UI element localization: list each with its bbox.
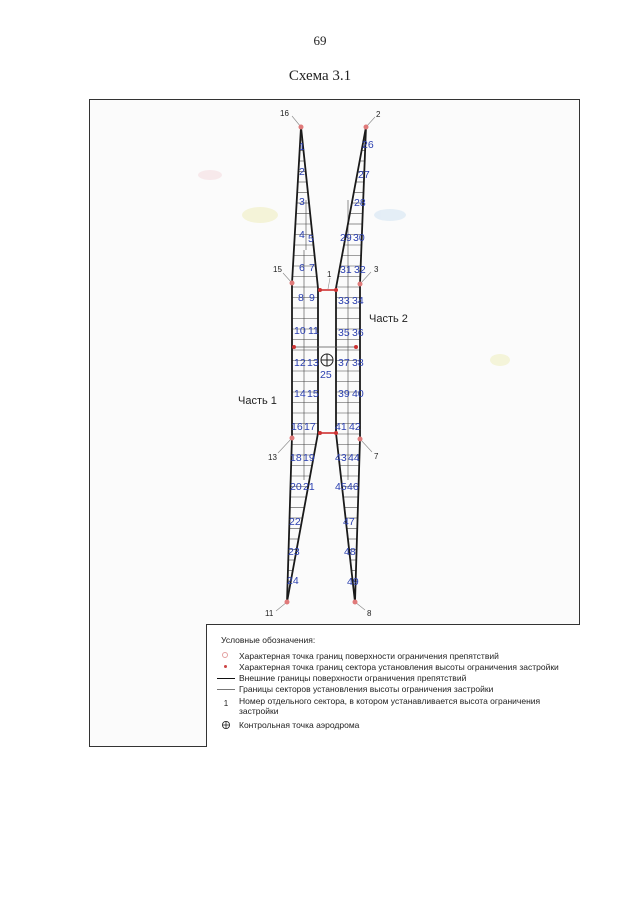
sector-number: 15: [307, 388, 319, 400]
boundary-point: [318, 270, 338, 292]
sector-number: 48: [344, 546, 356, 558]
sector-number: 28: [354, 197, 366, 209]
sector-number: 16: [291, 421, 303, 433]
sector-number: 7: [309, 262, 315, 274]
boundary-point-label: 13: [268, 453, 277, 462]
sector-number: 39: [338, 388, 350, 400]
boundary-point-label: 2: [376, 110, 381, 119]
ring-icon: [222, 652, 228, 658]
sector-number: 32: [354, 264, 366, 276]
scheme-title: Схема 3.1: [288, 68, 352, 84]
sector-number: 33: [338, 295, 350, 307]
sector-number: 4: [299, 229, 305, 241]
legend-text: Контрольная точка аэродрома: [239, 720, 360, 730]
boundary-point: [273, 265, 295, 286]
thin-line-icon: [217, 689, 235, 690]
sector-number: 38: [352, 357, 364, 369]
sector-number: 29: [340, 232, 352, 244]
legend-text: Характерная точка границ поверхности ограничения препятствий: [239, 651, 499, 661]
sector-number: 37: [338, 357, 350, 369]
sector-number: 18: [290, 452, 302, 464]
legend: [206, 624, 580, 747]
sector-number: 11: [308, 325, 319, 337]
sector-number: 21: [303, 481, 315, 493]
sector-labels: [287, 139, 374, 588]
sector-number: 8: [298, 292, 304, 304]
sector-number: 25: [320, 369, 332, 381]
legend-text: Внешние границы поверхности ограничения препятствий: [239, 673, 467, 683]
sector-number: 40: [352, 388, 364, 400]
legend-text: Границы секторов установления высоты ограничения застройки: [239, 684, 494, 694]
legend-text: Характерная точка границ сектора установления высоты ограничения застройки: [239, 662, 559, 672]
boundary-point-label: 3: [374, 265, 379, 274]
sector-number: 31: [340, 264, 352, 276]
sector-number: 41: [335, 421, 347, 433]
part-1-label: Часть 1: [238, 395, 277, 407]
boundary-point: [364, 110, 382, 130]
sector-number: 1: [299, 141, 305, 153]
sector-number: 5: [308, 233, 314, 245]
sector-number: 20: [290, 481, 302, 493]
legend-title: Условные обозначения:: [221, 635, 316, 645]
sector-number: 46: [347, 481, 359, 493]
sector-number: 30: [353, 232, 365, 244]
thick-line-icon: [217, 678, 235, 679]
legend-text: Номер отдельного сектора, в котором устанавливается высота ограничения застройки: [239, 696, 541, 716]
airport-control-point-icon: [321, 354, 333, 366]
boundary-point: [358, 437, 380, 462]
sector-number: 19: [303, 452, 315, 464]
sector-number: 36: [352, 327, 364, 339]
boundary-point-label: 1: [327, 270, 332, 279]
sector-number: 45: [335, 481, 347, 493]
dot-icon: [224, 665, 227, 668]
sector-number: 42: [349, 421, 361, 433]
sector-number: 49: [347, 576, 359, 588]
boundary-point: [280, 109, 304, 130]
sector-number: 14: [294, 388, 306, 400]
boundary-point-label: 15: [273, 265, 282, 274]
sector-number: 23: [288, 546, 300, 558]
sector-number: 10: [294, 325, 306, 337]
crosshair-icon: [217, 720, 235, 730]
sector-number: 24: [287, 575, 299, 587]
sector-number: 47: [343, 516, 355, 528]
sector-number: 43: [335, 452, 347, 464]
boundary-point-label: 11: [265, 609, 274, 618]
page-number: 69: [313, 33, 327, 48]
sector-number: 22: [289, 516, 301, 528]
sector-number: 3: [299, 196, 305, 208]
sector-number: 44: [348, 452, 360, 464]
sector-number: 12: [294, 357, 306, 369]
part-2-label: Часть 2: [369, 313, 408, 325]
sector-number: 9: [309, 292, 315, 304]
boundary-point-label: 16: [280, 109, 289, 118]
boundary-point-label: 7: [374, 452, 379, 461]
boundary-point: [265, 600, 290, 619]
boundary-point-label: 8: [367, 609, 372, 618]
sector-number: 2: [299, 166, 305, 178]
sector-number: 27: [358, 169, 370, 181]
sector-number: 34: [352, 295, 364, 307]
sector-number: 6: [299, 262, 305, 274]
sector-number: 17: [304, 421, 316, 433]
sector-number: 13: [307, 357, 319, 369]
boundary-point: [353, 600, 373, 619]
sector-number: 35: [338, 327, 350, 339]
sector-number-symbol: 1: [223, 699, 229, 708]
sector-number: 26: [362, 139, 374, 151]
